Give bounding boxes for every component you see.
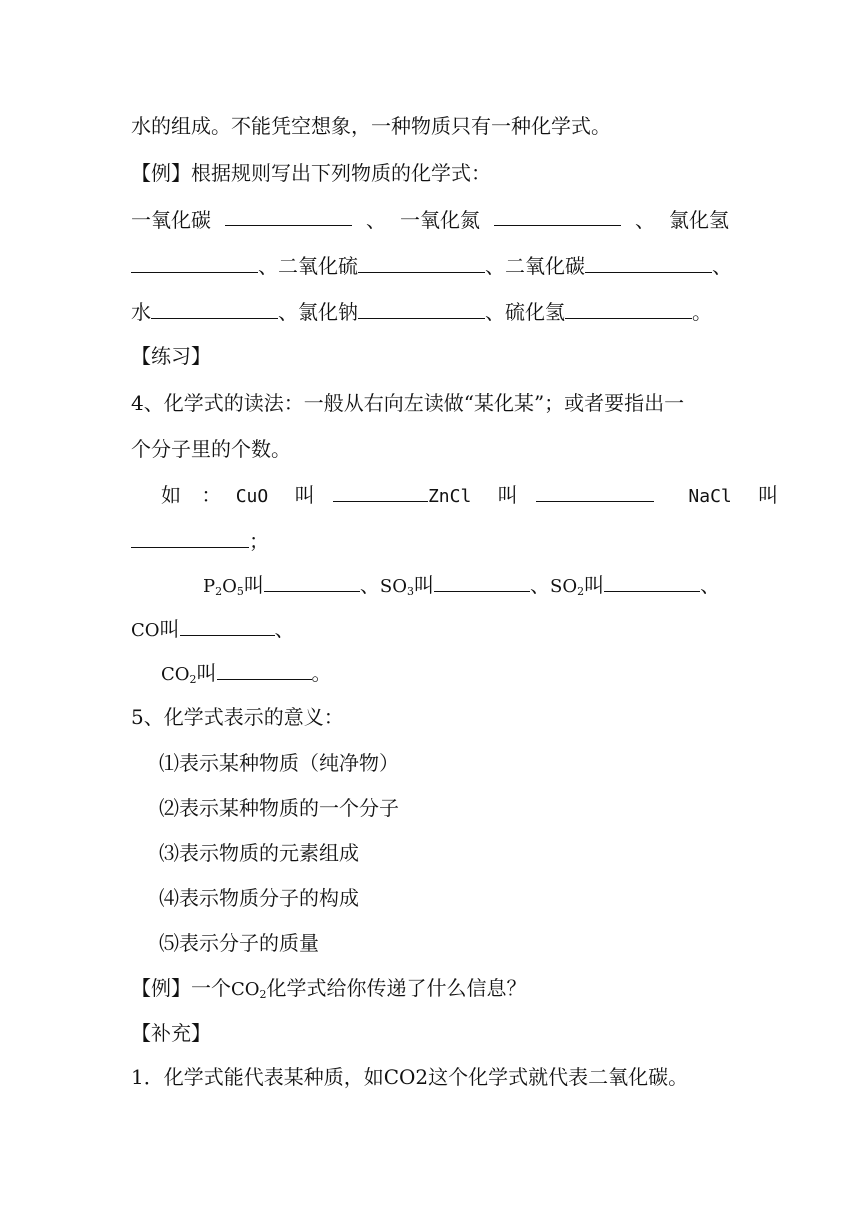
formula-so3: SO [379, 576, 407, 597]
separator: 、 [258, 254, 278, 278]
separator: 、 [529, 573, 550, 597]
separator: 、 [635, 208, 655, 232]
meaning-item: ⑸表示分子的质量 [159, 931, 319, 955]
answer-blank[interactable] [131, 254, 258, 273]
exercise-row-2 [131, 253, 732, 279]
example-heading-1: 【例】根据规则写出下列物质的化学式： [131, 161, 491, 185]
meaning-item: ⑷表示物质分子的构成 [159, 886, 359, 910]
answer-blank[interactable] [358, 300, 485, 319]
separator: 、 [278, 300, 298, 324]
paragraph-water-composition: 水的组成。不能凭空想象，一种物质只有一种化学式。 [131, 114, 611, 138]
reading-row-1 [161, 482, 778, 508]
answer-blank[interactable] [536, 483, 654, 502]
label-jiao: 叫 [294, 483, 315, 507]
reading-row-5 [161, 660, 332, 686]
separator: 、 [485, 254, 505, 278]
answer-blank[interactable] [333, 483, 428, 502]
example-2-suffix: 化学式给你传递了什么信息？ [266, 976, 527, 1000]
answer-blank[interactable] [217, 661, 312, 680]
label-jiao: 叫 [413, 573, 434, 597]
separator: 、 [274, 617, 295, 641]
formula-p2o5: P [203, 576, 216, 597]
subscript: 5 [236, 585, 244, 598]
separator: 、 [366, 208, 386, 232]
subscript: 2 [259, 988, 267, 1001]
answer-blank[interactable] [151, 300, 278, 319]
reading-row-4 [131, 616, 295, 642]
label-nitric-oxide: 一氧化氮 [400, 208, 480, 232]
label-hydrogen-sulfide: 硫化氢 [505, 300, 565, 324]
answer-blank[interactable] [585, 254, 712, 273]
label-hydrogen-chloride: 氯化氢 [669, 208, 729, 232]
label-jiao: 叫 [196, 661, 217, 685]
answer-blank[interactable] [264, 573, 360, 592]
exercise-row-1 [131, 207, 729, 233]
subscript: 3 [406, 585, 414, 598]
section-4-text-line-1: 4、化学式的读法：一般从右向左读做“某化某”；或者要指出一 [131, 391, 685, 415]
subscript: 2 [215, 585, 223, 598]
label-water: 水 [131, 300, 151, 324]
answer-blank[interactable] [434, 573, 530, 592]
answer-blank[interactable] [180, 617, 275, 636]
separator: 、 [359, 573, 380, 597]
formula-nacl: NaCl [688, 486, 732, 507]
separator: 。 [311, 661, 332, 685]
formula-p2o5-o: O [222, 576, 237, 597]
label-jiao: 叫 [758, 483, 779, 507]
formula-cuo: CuO [235, 486, 269, 507]
label-carbon-dioxide: 二氧化碳 [505, 254, 585, 278]
supplement-heading: 【补充】 [131, 1021, 211, 1045]
example-heading-2 [131, 975, 527, 1001]
reading-row-2 [131, 528, 269, 554]
practice-heading: 【练习】 [131, 344, 211, 368]
colon: ： [201, 483, 222, 507]
separator: 、 [712, 254, 732, 278]
label-jiao: 叫 [584, 573, 605, 597]
label-ru: 如 [161, 483, 181, 507]
exercise-row-3 [131, 299, 712, 325]
separator: 、 [485, 300, 505, 324]
supplement-item-1: 1．化学式能代表某种质，如CO2这个化学式就代表二氧化碳。 [131, 1065, 689, 1089]
formula-co2: CO [161, 664, 190, 685]
answer-blank[interactable] [494, 207, 621, 226]
subscript: 2 [189, 673, 197, 686]
section-5-title: 5、化学式表示的意义： [131, 705, 344, 729]
answer-blank[interactable] [604, 573, 700, 592]
formula-co: CO [131, 620, 160, 641]
separator: 、 [700, 573, 721, 597]
label-carbon-monoxide: 一氧化碳 [131, 208, 211, 232]
label-jiao: 叫 [159, 617, 180, 641]
meaning-item: ⑶表示物质的元素组成 [159, 841, 359, 865]
meaning-item: ⑴表示某种物质（纯净物） [159, 751, 399, 775]
formula-co2: CO [231, 979, 260, 1000]
separator: 。 [692, 300, 712, 324]
meaning-item: ⑵表示某种物质的一个分子 [159, 796, 399, 820]
separator: ； [249, 529, 269, 553]
formula-so2: SO [549, 576, 578, 597]
section-4-text-line-2: 个分子里的个数。 [131, 437, 291, 461]
reading-row-3 [203, 572, 720, 598]
example-2-prefix: 【例】一个 [131, 976, 231, 1000]
answer-blank[interactable] [225, 207, 352, 226]
answer-blank[interactable] [131, 529, 249, 548]
answer-blank[interactable] [358, 254, 485, 273]
label-jiao: 叫 [497, 483, 518, 507]
formula-zncl: ZnCl [427, 486, 472, 507]
answer-blank[interactable] [565, 300, 692, 319]
label-sulfur-dioxide: 二氧化硫 [278, 254, 358, 278]
label-sodium-chloride: 氯化钠 [298, 300, 358, 324]
subscript: 2 [577, 585, 585, 598]
label-jiao: 叫 [243, 573, 264, 597]
